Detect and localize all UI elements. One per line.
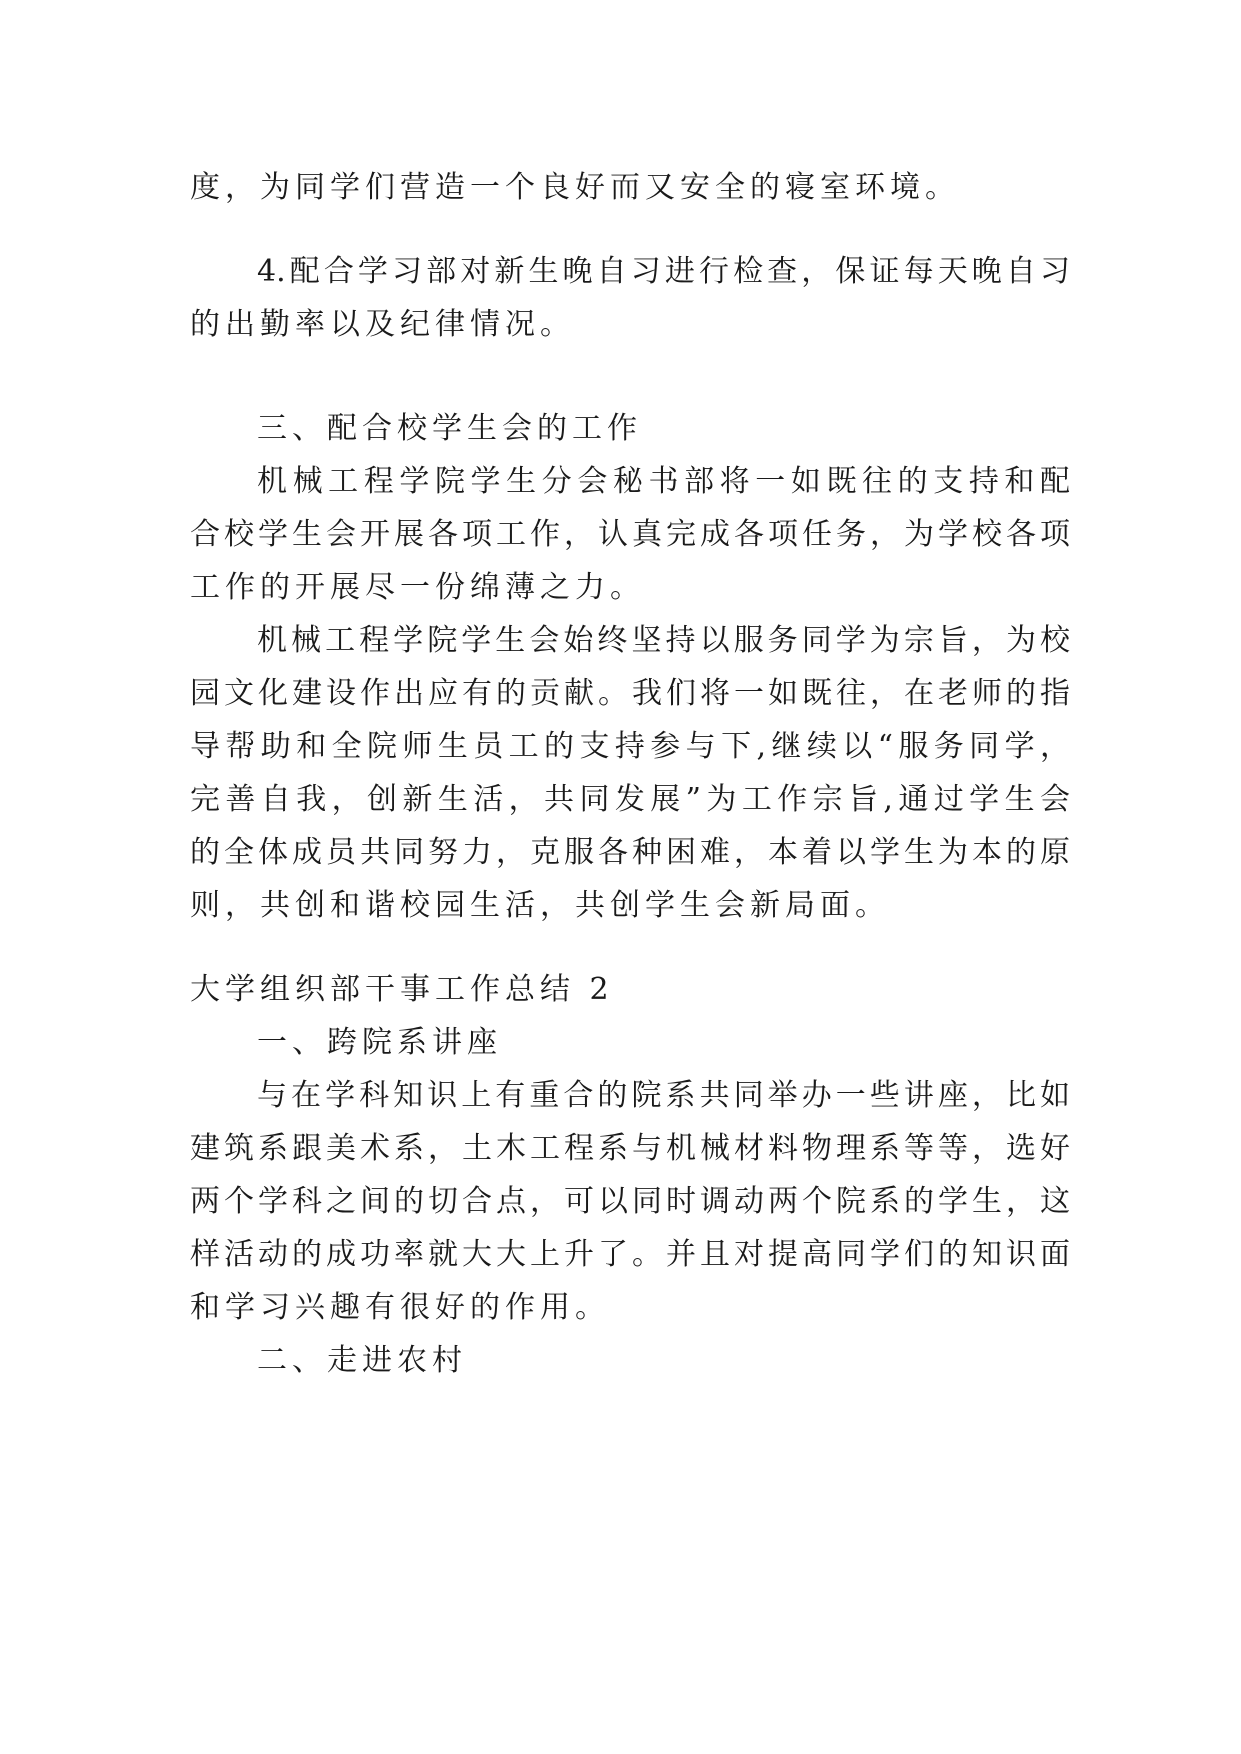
paragraph-line: 合校学生会开展各项工作，认真完成各项任务，为学校各项 xyxy=(190,517,1070,552)
paragraph-line: 机械工程学院学生分会秘书部将一如既往的支持和配 xyxy=(257,464,1070,499)
paragraph-line: 和学习兴趣有很好的作用。 xyxy=(190,1290,610,1325)
paragraph-line: 工作的开展尽一份绵薄之力。 xyxy=(190,570,645,605)
paragraph-line: 则，共创和谐校园生活，共创学生会新局面。 xyxy=(190,888,890,923)
list-item-4-line-2: 的出勤率以及纪律情况。 xyxy=(190,307,575,342)
section-heading-1: 一、跨院系讲座 xyxy=(257,1025,502,1060)
section-heading-3: 三、配合校学生会的工作 xyxy=(257,411,642,446)
paragraph-line: 两个学科之间的切合点，可以同时调动两个院系的学生，这 xyxy=(190,1184,1070,1219)
paragraph-line: 导帮助和全院师生员工的支持参与下,继续以“服务同学， xyxy=(190,729,1070,764)
paragraph-line: 建筑系跟美术系，土木工程系与机械材料物理系等等，选好 xyxy=(190,1131,1070,1166)
list-item-4-line-1: 4.配合学习部对新生晚自习进行检查，保证每天晚自习 xyxy=(257,254,1070,289)
paragraph-line: 园文化建设作出应有的贡献。我们将一如既往，在老师的指 xyxy=(190,676,1070,711)
paragraph-line: 机械工程学院学生会始终坚持以服务同学为宗旨，为校 xyxy=(257,623,1070,658)
paragraph-line: 完善自我，创新生活，共同发展”为工作宗旨,通过学生会 xyxy=(190,782,1070,817)
paragraph-line: 与在学科知识上有重合的院系共同举办一些讲座，比如 xyxy=(257,1078,1070,1113)
paragraph-line: 的全体成员共同努力，克服各种困难，本着以学生为本的原 xyxy=(190,835,1070,870)
paragraph-line: 样活动的成功率就大大上升了。并且对提高同学们的知识面 xyxy=(190,1237,1070,1272)
section-heading-2: 二、走进农村 xyxy=(257,1343,467,1378)
document-title: 大学组织部干事工作总结 2 xyxy=(190,972,614,1007)
paragraph-line: 度，为同学们营造一个良好而又安全的寝室环境。 xyxy=(190,170,960,205)
